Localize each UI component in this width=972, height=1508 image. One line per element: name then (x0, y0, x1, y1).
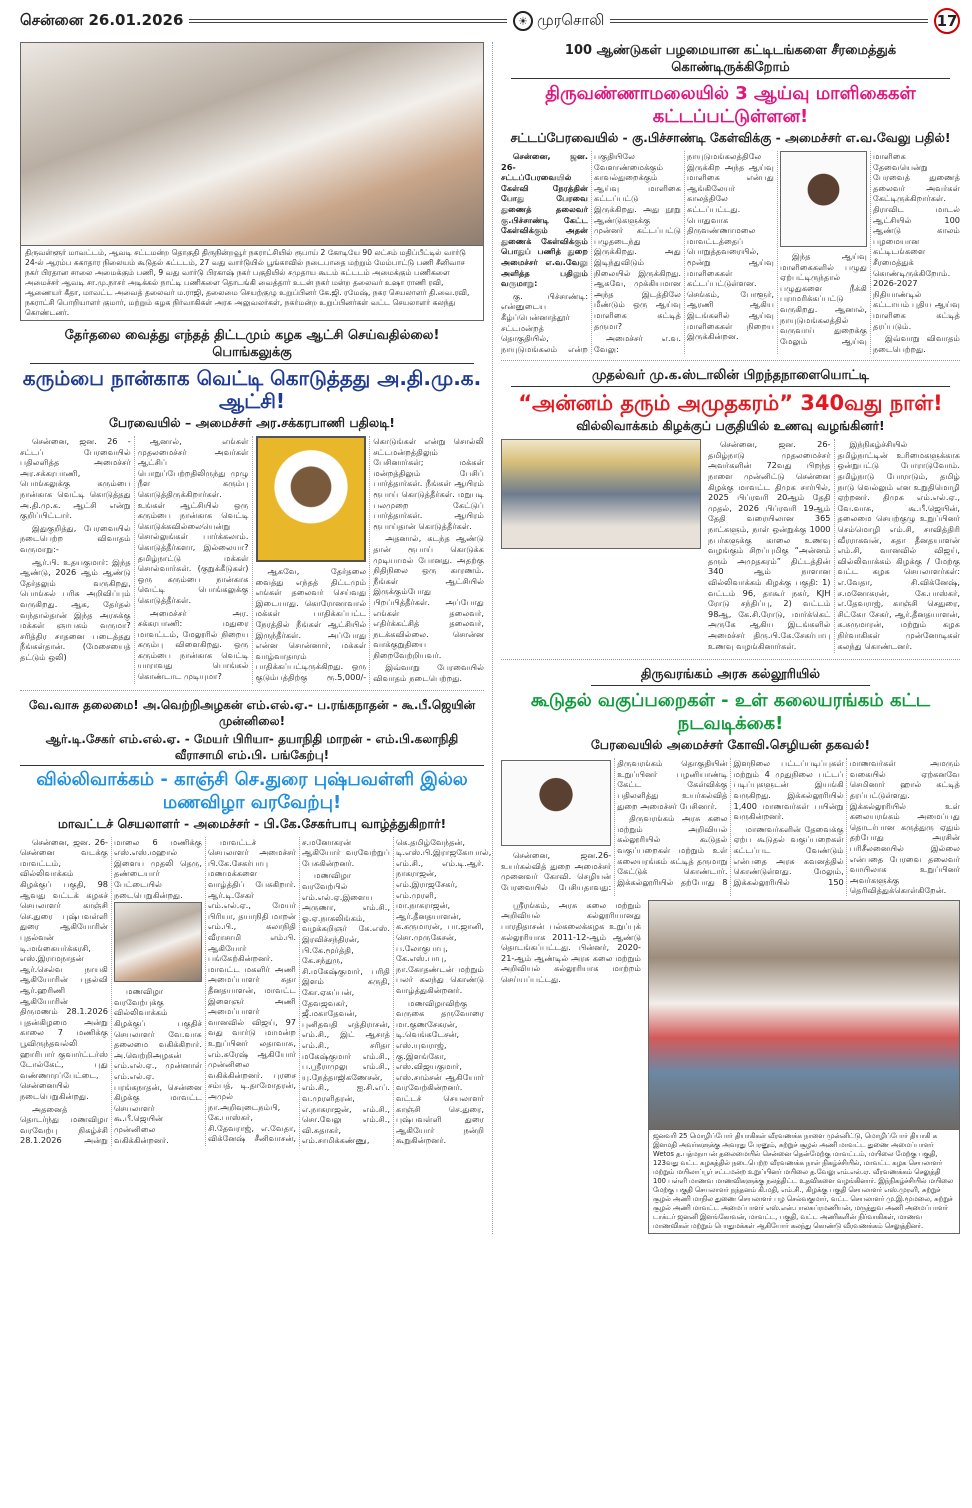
paragraph: சென்னை, ஜன.26- உயர்கல்வித் துறை அமைச்சர் முனைவர் கோவி. செழியன் பேரவையில் பேசியதாவது: திருவரங்கம் தொகுதியின் உறுப்பினர் பழனியாண்டி கேட்ட கேள்விக்கு பதிலளித்து உயர்கல்வித் துறை அமைச்சர் பேசினார். (501, 758, 728, 892)
paper-name: முரசொலி (536, 11, 605, 29)
paragraph: மணவிழா வரவேற்பில் எம்.எல்.ஏ.இளைய அருணா, எம்.சி., ஓ.ஏ.நாகலிங்கம், வழக்கறிஞர் கே.எஸ். இரவிச்சந்திரன், பி.கே.மூர்த்தி, கே.சந்துரு, சி.மகேஷ்குமார், பரிதி இளம் சுருதி, கோ.ஏகப்பன், தேவஜவகர், ஜீ.மகாதேவன், புனிதவதி எத்திராசன், எம்.சி., இட் ஆசாத் எம்.சி., சரிதா மகேஷ்குமார் எம்.சி., ப.ஸ்ரீராமுலு எம்.சி., யு.நேத்தாஜிகணேசன், எம்.சி., ஐ.சி.எப். வ.முரளிதரன், எ.நாகராஜன், எம்.சி., சொ.வேலு எம்.சி., வி.சுதாகர், எம்.சாமிக்கண்ணு, கெ.தமிழ்வேந்தன், டி.எஸ்.பி.இராஜகோபால், எம்.சி., எம்.டி.ஆர். நாகராஜன், எம்.இராஜசேகர், எம்.முரளி, மா.நாகராஜன், ஆர்.தீனதயாளன், க.சுருமாரன், பா.ஜானி, சொ.முருகேசன், ப.லோகுபாபு, கே.எஸ்.பாபு, நா.கோதண்டன் மற்றும் பலர் கலந்து கொண்டு வாழ்த்துகின்றனர். (302, 836, 492, 1146)
paragraph: ஸ்ரீரங்கம், அரசு கலை மற்றும் அறிவியல் கல்லூரியானது பாரதிதாசன் பல்கலைக்கழக உறுப்புக் கல்லூரியாக 2011-12-ஆம் ஆண்டு தொடங்கப்பட்டது. பின்னர், 2020-21-ஆம் ஆண்டில் அரசு கலை மற்றும் அறிவியல் கல்லூரியாக மாற்றம் செய்யப்பட்டது. (501, 899, 641, 985)
page-header (20, 8, 960, 34)
paragraph: இவ்வாறு விவாதம் நடைபெற்றது. (873, 333, 960, 354)
paragraph: அதனால், கடந்த ஆண்டு தான் ரூபாய் கொடுக்க முடியாமல் போனது. அதற்கு நிதிநிலை ஒரு காரணம். நீங்கள் ஆட்சியில் இருக்கும்போது பிறப்பித்தீர்கள். அப்போது எங்கள் தலைவர், எதிர்க்கட்சித் தலைவர், நடக்கவில்லை. சொன்ன வாக்குறுதியை நிறைவேற்றியவர். (373, 533, 484, 660)
article3-headline: திருவண்ணாமலையில் 3 ஆய்வு மாளிகைகள் கட்டப்பட்டுள்ளன! (545, 83, 916, 127)
paragraph: ஆனால், எங்கள் முதலமைச்சர் அவர்கள் ஆட்சிப் பொறுப்பேற்றதிலிருந்து முழு நீள கரும்பு கொடுத்திருக்கிறார்கள். உங்கள் ஆட்சியில் ஒரு கரும்பை நான்காக வெட்டி கொடுக்கவில்லையென்று சொல்லுங்கள் பார்க்கலாம். கொடுத்தீர்களா, இல்லையா? தமிழ்நாட்டு மக்கள் சொல்வார்கள். (குறுக்கீடுகள்) ஒரு கரும்பை நான்காக வெட்டி பொங்கலுக்கு கொடுத்தீர்கள். (137, 436, 249, 605)
minister-portrait (256, 436, 367, 562)
rising-sun-logo-icon: ☀ (513, 11, 533, 31)
article4-content (501, 439, 960, 653)
article4-headline: “அன்னம் தரும் அமுதகரம்” 340வது நாள்! (518, 391, 943, 416)
article4-kicker: முதல்வர் மு.க.ஸ்டாலின் பிறந்தநாளையொட்டி (511, 367, 950, 387)
article4-subhead: வில்லிவாக்கம் கிழக்குப் பகுதியில் உணவு வழங்கினர்! (576, 418, 885, 434)
paragraph: திருவரங்கம் அரசு கலை மற்றும் அறிவியல் கல்லூரியில் கூடுதல் வகுப்பறைகள் மற்றும் உள் கலையரங்கம் கட்டித் தருமாறு கேட்டுக் கொண்டார். இக்கல்லூரியில் தற்போது 8 இளநிலை பட்டப்படிப்புகள் மற்றும் 4 முதுநிலை பட்டப் படிப்புகளுடன் இயங்கி வருகிறது. இக்கல்லூரியில் 1,400 மாணவர்கள் பயின்று வருகின்றனர். (617, 758, 844, 887)
paragraph: ஆர்.பி. உதயகுமார்: இந்த ஆண்டு, 2026 ஆம் ஆண்டு தேர்தலும் வருகிறது, பொங்கல் பரிசு அறிவிப்பும் வருகிறது. ஆக, தேர்தல் வந்தால்தான் இந்த அரசுக்கு மக்கள் ஞாபகம் வருமா? சரித்திர சாதனை படைத்தது நீங்கள்தான். (மேசையைத் தட்டும் ஒலி) (20, 556, 131, 662)
photo-block (648, 900, 960, 1234)
masthead-logo (513, 11, 605, 31)
article5-photo-row (501, 900, 960, 1234)
article1-headline: கரும்பை நான்காக வெட்டி கொடுத்தது அ.தி.மு.க. ஆட்சி! (22, 366, 482, 413)
article2-body (20, 836, 492, 1146)
divider (501, 360, 960, 361)
paragraph: சென்னை, ஜன. 26- சென்னை வடக்கு மாவட்டம், வில்லிவாக்கம் கிழக்குப் பகுதி, 98 ஆவது வட்டக் கழகச் செயலாளர் காஞ்சி செ.துரை புஷ்பவள்ளி துரை ஆகியோரின் புதல்வன் டி.மங்கையர்க்கரசி, எஸ்.இராமநாதன் ஆர்.செல்வ நாயகி ஆகியோரின் புதல்வி ஆர்.ஹரிணி ஆகியோரின் திருமணம் 28.1.2026 புதன்கிழமை அன்று காலை 7 மணிக்கு பூவிருந்தவல்லி ஹாரிபார் குவார்ட்டர்ஸ் டோல்கேட், புது வண்ணாரப்பேட்டை, சென்னையில் நடைபெறுகின்றது. (20, 836, 108, 1101)
paragraph: இதுகுறித்து, பேரவையில் நடைபெற்ற விவாதம் வருமாறு:- (20, 522, 131, 554)
article5-body-top (501, 758, 960, 896)
wedding-couple-photo (114, 902, 202, 982)
article3-kicker: 100 ஆண்டுகள் பழமையான கட்டிடங்களை சீரமைத்துக் கொண்டிருக்கிறோம் (511, 42, 950, 79)
left-column (20, 42, 492, 1234)
photo-caption: திருவள்ளூர் மாவட்டம், ஆவடி சட்டமன்ற தொகுதி திருநின்றவூர் நகராட்சியில் ரூபாய் 2 கோடியே 90 லட்சம் மதிப்பீட்டில் வார்டு 24-ல் ஆரம்ப சுகாதார நிலையம் கூடுதல் கட்டடம், 27 வது வார்டுயில் பூங்காவில் நடைபாதை மற்றும் மேம்பாட்டு பணி சீனிவாச நகர் பிரதான சாலை அமைக்கும் பணி, 9 வது வார்டு பிரகாஷ் நகர் பகுதியில் சமுதாய கூடம் கட்டடம் அமைக்கும் பணிகளை அமைச்சர் ஆவடி சா.மு.நாசர் அடிக்கல் நாட்டி பணிகளை தொடங்கி வைத்தார் உடன் நகர் மன்ற தலைவர் உஷா ராணி ரவி, ஆணையர் கீதா, மாவட்ட அவைத் தலைவர் ம.ராஜி, தலைமை செயற்குழு உறுப்பினர் கே.ஜி. ரமேஷ், நகர செயலாளர் தி.வை.ரவி, நகராட்சி பொறியாளர் குமார், மற்றும் கழக நிர்வாகிகள் அரசு அலுவலர்கள், நகர்மன்ற உறுப்பினர்கள் வட்ட செயலாளர் கலந்து கொண்டனர். (20, 246, 484, 321)
paragraph: அமைச்சர் எ.வ. வேலு: நாயுடுமங்கலத்திலே இருக்கிற அந்த ஆய்வு மாளிகை என்பது ஆங்கிலேயர் காலத்திலே கட்டப்பட்டது. பொதுவாக திருவண்ணாமலை மாவட்டத்தைப் பொறுத்தவரையில், மூன்று ஆய்வு மாளிகைகள் கட்டப்பட்டுள்ளன. செங்கம், போளூர், ஆரணி ஆகிய இடங்களில் ஆய்வு மாளிகைகள் நிறைய இருக்கின்றன. (594, 151, 774, 354)
article5-subhead: பேரவையில் அமைச்சர் கோவி.செழியன் தகவல்! (590, 737, 871, 753)
article2-subhead: மாவட்டச் செயலாளர் - அமைச்சர் - பி.கே.சேகர்பாபு வாழ்த்துகிறார்! (57, 815, 447, 831)
header-rule (189, 19, 507, 23)
paragraph: அதனைத் தொடர்ந்து மணவிழா வரவேற்பு நிகழ்ச்சி 28.1.2026 அன்று மாலை 6 மணிக்கு எஸ்.எஸ்.மஹால் இளைய முதலி தெரு, தண்டையார் பேட்டையில் நடைபெறுகின்றது. (20, 836, 202, 1146)
paragraph: மணவிழாவிற்கு வருகை தருவோரை மா.குணசேகரன், டி.வெங்கடேசன், எஸ்.யுவராஜ், கு.இளங்கோ, எஸ்.விஜயகுமார், எஸ்.சாம்சன் ஆகியோர் வரவேற்கின்றனர். வட்டச் செயலாளர் காஞ்சி செ.துரை, புஷ்பவள்ளி துரை ஆகியோர் நன்றி கூறுகின்றனர். (396, 997, 484, 1146)
right-column (492, 42, 960, 1234)
article2-headline: வில்லிவாக்கம் - காஞ்சி செ.துரை புஷ்பவள்ளி இல்ல மணவிழா வரவேற்பு! (36, 768, 468, 813)
paragraph: ஆகவே, தேர்தலை வைத்து எந்தத் திட்டமும் எங்கள் தலைவர் செய்வது இடையாது. கொரோனாவால் மக்கள் பாதிக்கப்பட்ட நேரத்தில் நீங்கள் ஆட்சியில் இருந்தீர்கள். அப்போது என்ன சொன்னார், மக்கள் வாழ்வாதாரம் பாதிக்கப்பட்டிருக்கிறது. ஒரு குடும்பத்திற்கு ரூ.5,000/- கொடுங்கள் என்று சொல்லி சட்டமன்றத்திலும் பேசினார்கள்; மக்கள் மன்றத்திலும் பேசிப் பார்த்தார்கள். நீங்கள் ஆயிரம் ரூபாய் கொடுத்தீர்கள். மறுபடி பலமுறை கேட்டுப் பார்த்தார்கள். ஆயிரம் ரூபாய்தான் கொடுத்தீர்கள். (255, 436, 484, 682)
paragraph: மாவட்டச் செயலாளர் அமைச்சர் பி.கே.சேகர்பாபு மணமக்களை வாழ்த்திப் பேசுகிறார். ஆர்.டி.சேகர் எம்.எல்.ஏ., மேயர் பிரியா, தயாநிதி மாறன் எம்.பி., கலாநிதி வீராசாமி எம்.பி. ஆகியோர் பங்கேற்கின்றனர். மாவட்ட மகளிர் அணி அமைப்பாளர் சுதா தீனதயாளன், மாவட்ட இளைஞர் அணி அமைப்பாளர் வானவில் விஜய், 97 வது வார்டு மாமன்ற உறுப்பினர் லதாவாசு, எம்.சுரேஷ் ஆகியோர் முன்னிலை வகிக்கின்றனர். புரசை சம்பத், டி.தாமோதரன், அமுல் நா.அறிவுடைநம்பி, கே.பாஸ்கர், சி.தேவராஜ், எ.வேதா, விக்னேஷ் சீனிவாசன், ச.மனோகரன் ஆகியோர் வரவேற்றுப் பேசுகின்றனர். (208, 836, 390, 1144)
paragraph: சென்னை, ஜன. 26- சட்டப்பேரவையில் கேள்வி நேரத்தின் போது பேரவை துணைத் தலைவர் கு.பிச்சாண்டி கேட்ட கேள்விக்கும் அதன் துணைக் கேள்விக்கும் பொதுப் பணித் துறை அமைச்சர் எ.வ.வேலு அளித்த பதிலும் வருமாறு: (501, 151, 588, 289)
article3-body (501, 151, 960, 354)
food-distribution-photo (501, 439, 701, 549)
paragraph: இவ்வாறு பேரவையில் விவாதம் நடைபெற்றது. (373, 662, 484, 684)
article2-line1: வே.வாசு தலைமை! அ.வெற்றிஅழகன் எம்.எல்.ஏ.- ப.ரங்கநாதன் - கூ.பீ.ஜெயின் முன்னிலை! (28, 697, 476, 728)
article1-subhead: பேரவையில் – அமைச்சர் அர.சக்கரபாணி பதிலடி! (109, 415, 395, 430)
divider (20, 690, 484, 691)
paragraph: இந்நிகழ்ச்சியில் தமிழ்நாட்டின் உரிமைகளுக்காக ஒன்றுபட்டு போராடுவோம். தமிழ்நாடு போராடும், தமிழ் நாடு வெல்லும் என உறுதிமொழி ஏற்றனர். திமுக எம்.எல்.ஏ., வே.வாசு, கூ.பீ.ஜெயின், தலைமை செயற்குழு உறுப்பினர் செம்மொழி எம்.சி, சாவித்திரி வீரராகவன், சுதா தீனதயாளன் எம்.சி, வானவில் விஜய், வில்லிவாக்கம் கிழக்கு / மேற்கு வட்ட கழக செயலாளர்கள்: எ.வேதா, சி.விக்னேஷ், ச.மனோகரன், கே.பாஸ்கர், எ.தேவராஜ், காஞ்சி செதுரை, சிட்கோ சேகர், ஆர்.தீனதயாளன், க.சுருமாரன், மற்றும் கழக நிர்வாகிகள் முன்னோடிகள் கலந்து கொண்டனர். (837, 439, 960, 651)
article1-body (20, 436, 484, 684)
paragraph: சென்னை, ஜன. 26 - சட்டப் பேரவையில் பதிலளித்த அமைச்சர் அர.சக்கரபாணி, பொங்கலுக்கு கரும்பை நான்காக வெட்டி கொடுத்தது அ.தி.மு.க. ஆட்சி என்று குறிப்பிட்டார். (20, 436, 131, 521)
article4-body (708, 439, 960, 653)
page-number: 17 (934, 8, 960, 34)
paragraph: மாணவர்களின் தேவைக்கு ஏற்ப கூடுதல் வகுப்பறைகள் கட்டப்பட வேண்டும் என்பதை அரசு கவனத்தில் கொண்டுள்ளது. மேலும், இக்கல்லூரியில் 150 மாணவர்கள் அமரும் வகையில் ஏற்கனவே செமினார் ஹால் கட்டித் தரப்பட்டுள்ளது. இக்கல்லூரியில் உள் கலையரங்கம் அமைப்பது தொடர்பான கருத்துரு ஏதும் தற்போது அரசின் பரிசீலனையில் இல்லை என்பதை பேரவை தலைவர் வாயிலாக உறுப்பினர் அவர்களுக்கு தெரிவித்துக்கொள்கிறேன். (733, 758, 960, 896)
paragraph: அமைச்சர் அர. சக்கரபாணி: மதுரை மாவட்டம், மேலூரில் நிறைய கரும்பு விளைகிறது. ஒரு கரும்பை நான்காக வெட்டி யாராவது பொங்கல் கொண்டாட முடியுமா? (137, 607, 249, 682)
header-rule (610, 19, 928, 23)
article5-kicker: திருவரங்கம் அரசு கல்லூரியில் (591, 666, 870, 686)
page-body (20, 42, 960, 1234)
dateline: சென்னை 26.01.2026 (20, 11, 184, 29)
article3-subhead: சட்டப்பேரவையில் - கு.பிச்சாண்டி கேள்விக்கு - அமைச்சர் எ.வ.வேலு பதில்! (510, 130, 951, 145)
paragraph: மணவிழா வரவேற்புக்கு வில்லிவாக்கம் கிழக்குப் பகுதிச் செயலாளர் வே.வாசு தலைமை வகிக்கிறார். அ.வெற்றிஅழகன் எம்.எல்.ஏ., முன்னாள் எம்.எல்.ஏ. பரங்கநாதன், சென்னை கிழக்கு மாவட்ட செயலாளர் கூ.பீ.ஜெயின் முன்னிலை வகிக்கின்றனர். (114, 986, 202, 1145)
article2-line2: ஆர்.டி.சேகர் எம்.எல்.ஏ. - மேயர் பிரியா- தயாநிதி மாறன் - எம்.பி.கலாநிதி வீராசாமி எம்.பி. பங்கேற்பு! (20, 731, 484, 766)
minister-portrait (501, 760, 611, 846)
article1-kicker: தேர்தலை வைத்து எந்தத் திட்டமும் கழக ஆட்சி செய்வதில்லை! பொங்கலுக்கு (30, 327, 474, 364)
divider (501, 659, 960, 660)
paragraph: இந்த ஆய்வு மாளிகைகளில் பழுது ஏற்பட்டிருந்தால் பழுதுகளை நீக்கி பராமரிக்கப்பட்டு வருகிறது. ஆனால், நாயுடுமங்கலத்தில் வருவாய் துறைக்கு மேலும் ஆய்வு மாளிகை தேவையென்று பேரவைத் துணைத் தலைவர் அவர்கள் கேட்டிருக்கிறார்கள். திராவிட மாடல் ஆட்சியில் 100 ஆண்டு காலம் பழமையான கட்டிடங்களை சீரமைத்துக் கொண்டிருக்கிறோம். 2026-2027 நிதியாண்டில் கட்டாயம் புதிய ஆய்வு மாளிகை கட்டித் தரப்படும். (780, 151, 960, 346)
school-children-photo (648, 900, 960, 1130)
event-photo (20, 42, 484, 246)
article5-body-bottom (501, 900, 641, 987)
article5-headline: கூடுதல் வகுப்பறைகள் - உள் கலையரங்கம் கட்ட நடவடிக்கை! (530, 690, 931, 735)
minister-portrait (780, 151, 867, 247)
paragraph: சென்னை, ஜன. 26- தமிழ்நாடு முதலமைச்சர் அவர்களின் 72வது பிறந்த நாளை முன்னிட்டு சென்னை கிழக்கு மாவட்ட திமுக சார்பில், 2025 பிப்ரவரி 20ஆம் தேதி முதல், 2026 பிப்ரவரி 19ஆம் தேதி வரையிலான 365 நாட்களும், நாள் ஒன்றுக்கு 1000 நபர்களுக்கு காலை உணவு வழங்கும் சிறப்புமிகு “அன்னம் தரும் அமுதகரம்” திட்டத்தின் 340 ஆம் நாளான வில்லிவாக்கம் கிழக்கு பகுதி: 1) வட்டம் 96, தாகூர் நகர், KJH ரோடு சந்திப்பு, 2) வட்டம் 98ஆ, கே.சி.ரோடு, மார்க்கெட் அருகே ஆகிய இடங்களில் அமைச்சர் திரு.பி.கே.சேகர்பாபு உணவு வழங்கினார்கள். (708, 439, 831, 651)
photo-caption: ஜனவரி 25 மொழிப்போர் தியாகிகள் வீரவணக்க நாளை முன்னிட்டு, மொழிப்போர் தியாகி க இளமதி அவர்களுக்கு அவரது பேரனும், சுற்றுச் சூழல் அணி மாவட்ட துணை அமைப்பாளர் Wetos த.பத்மநாபன் தலைமையில் சென்னை தென்மேற்கு மாவட்டம், மயிலை மேற்கு பகுதி, 123வது வட்ட கழகத்தில் நடைபெற்ற வீரவணக்க நாள் நிகழ்ச்சியில், மாவட்ட கழக செயலாளர் மற்றும் மயிலாப்பூர் சட்டமன்ற உறுப்பினர் மயிலை த.வேலு எம்.எல்.ஏ. வீரவணக்கம் செலுத்தி 100 பள்ளி மாணவ மாணவிகளுக்கு நலத்திட்ட உதவிகளை வழங்கினார். இந்நிகழ்ச்சியில் மயிலை மேற்கு பகுதி செயலாளர் நந்தனம் கி.மதி, எம்.சி., கிழக்கு பகுதி செயலாளர் எஸ்.முரளி, சுற்றுச் சூழல் அணி மாநில துணை செயலாளர் பழ செல்வகுமார், வட்ட செயலாளர் மு.இ.மூமலை, சுற்றுச் சூழல் அணி மாவட்ட அமைப்பாளர் எஸ்.என்.பாலசுப்ரமணியன், மருத்துவ அணி அமைப்பாளர் டாக்டர் ஜனனி இளங்கோவன், மாவட்ட, பகுதி, வட்ட அணிகளின் நிர்வாகிகள், மாணவ மாணவிகள் மற்றும் பொதுமக்கள் ஆகியோர் கலந்து கொண்டு வீரவணக்கம் செலுத்தினர். (648, 1130, 960, 1234)
paragraph: கு. பிச்சாண்டி: என்னுடைய கீழ்ப்பென்னாத்தூர் சட்டமன்றத் தொகுதியில், நாயுடுமங்கலம் என்ற பகுதியிலே வேளாண்மைக்கும் காவல்துறைக்கும் ஆய்வு மாளிகை கட்டப்பட்டு இருக்கிறது. அது நூறு ஆண்டுகளுக்கு முன்னர் கட்டப்பட்டு பழுதடைந்து இருக்கிறது. அது இடிந்துவிடும் நிலையில் இருக்கிறது. ஆகவே, முக்கியமான அந்த இடத்திலே மீண்டும் ஒரு ஆய்வு மாளிகை கட்டித் தருமா? (501, 151, 681, 354)
